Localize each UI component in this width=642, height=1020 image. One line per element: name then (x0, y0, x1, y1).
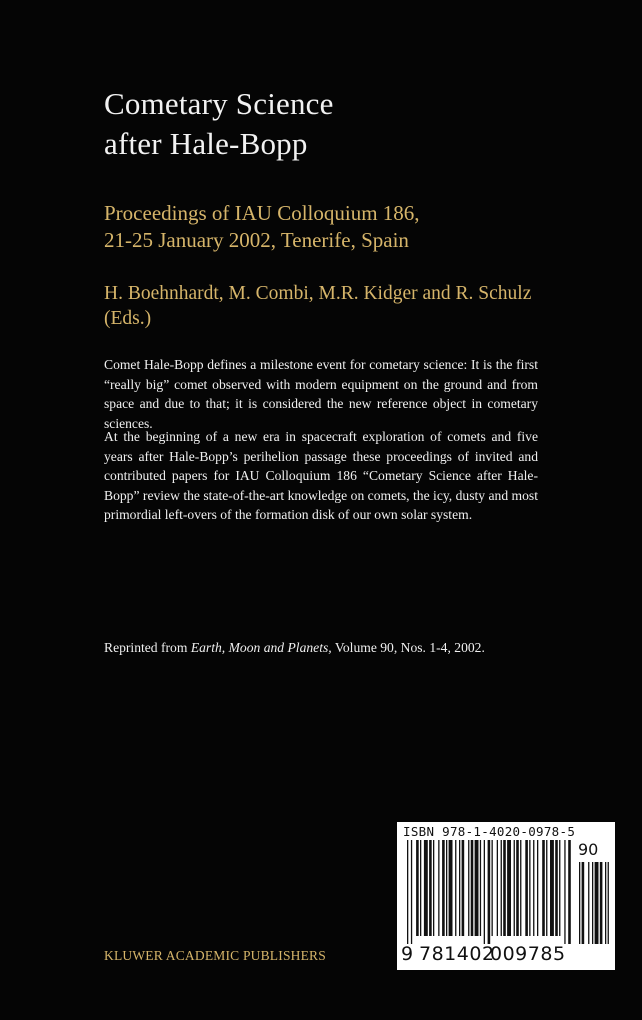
barcode-addon-bar (600, 862, 603, 944)
book-title-line-2: after Hale-Bopp (104, 126, 308, 161)
barcode-bar (424, 840, 428, 936)
barcode-bar (525, 840, 528, 936)
barcode-bar (514, 840, 515, 936)
barcode-bar (475, 840, 479, 936)
barcode-addon-bar (605, 862, 606, 944)
barcode-bar (420, 840, 421, 936)
barcode-bar (433, 840, 434, 936)
barcode-bar (516, 840, 519, 936)
barcode-bar (546, 840, 547, 936)
barcode-addon-bar (608, 862, 609, 944)
barcode-bar (533, 840, 534, 936)
barcode-bar (462, 840, 465, 936)
editors-names: H. Boehnhardt, M. Combi, M.R. Kidger and R. Schulz (104, 283, 532, 304)
book-title-line-1: Cometary Science (104, 86, 334, 121)
barcode-bar (429, 840, 432, 936)
barcode-bar (559, 840, 560, 936)
barcode-bar (555, 840, 558, 936)
barcode-bar (407, 840, 408, 944)
book-title (104, 84, 334, 164)
barcode-addon-bar (592, 862, 593, 944)
reprint-journal: Earth, Moon and Planets, (190, 640, 332, 655)
barcode-bar (492, 840, 493, 936)
barcode-bar (480, 840, 481, 936)
barcode-bar (564, 840, 565, 944)
barcode-bar (438, 840, 439, 936)
barcode-bar (459, 840, 460, 936)
reprint-note (104, 638, 485, 657)
editors-label: (Eds.) (104, 308, 152, 329)
barcode-bar (501, 840, 502, 936)
isbn-barcode (397, 822, 615, 970)
barcode-addon-bar (579, 862, 580, 944)
subtitle-line-1: Proceedings of IAU Colloquium 186, (104, 201, 420, 225)
barcode-bar (520, 840, 521, 936)
barcode-bar (411, 840, 412, 944)
barcode-bar (507, 840, 511, 936)
barcode-bar (550, 840, 554, 936)
barcode-bar (542, 840, 545, 936)
barcode-bar (484, 840, 485, 944)
barcode-first-digit: 9 (401, 943, 414, 965)
barcode-addon-bar (582, 862, 585, 944)
editors (104, 281, 531, 331)
reprint-prefix: Reprinted from (104, 640, 191, 655)
barcode-bar (468, 840, 469, 936)
reprint-suffix: Volume 90, Nos. 1-4, 2002. (331, 640, 485, 655)
barcode-left-digits: 781402 (419, 943, 495, 965)
barcode-bar (497, 840, 498, 936)
barcode-addon-bar (588, 862, 589, 944)
barcode-bar (455, 840, 456, 936)
isbn-text: ISBN 978-1-4020-0978-5 (403, 824, 576, 839)
barcode-bar (503, 840, 506, 936)
barcode-bar (537, 840, 538, 936)
barcode-bar (446, 840, 447, 936)
subtitle-line-2: 21-25 January 2002, Tenerife, Spain (104, 228, 409, 252)
publisher-name: KLUWER ACADEMIC PUBLISHERS (104, 948, 326, 963)
barcode-bar (568, 840, 571, 944)
proceedings-subtitle (104, 200, 420, 254)
description-paragraph-2: At the beginning of a new era in spacecraft exploration of comets and five years after Hale-Bopp’s perihelion passage these proceedings of invited and contributed papers for IAU Colloquium 186 “Cometary Science after Hale-Bopp” review the state-of-the-art knowledge on comets, the icy, dusty and most primordial left-overs of the formation disk of our own solar system. (104, 429, 538, 523)
barcode-bar (442, 840, 445, 936)
barcode-bar (416, 840, 419, 936)
barcode-bar (449, 840, 453, 936)
barcode-bars (401, 840, 613, 944)
description-paragraph-1: Comet Hale-Bopp defines a milestone event for cometary science: It is the first “really big” comet observed with modern equipment on the ground and from space and due to that; it is considered the new reference object in cometary sciences. (104, 357, 538, 431)
barcode-right-digits: 009785 (490, 943, 566, 965)
barcode-addon-digits: 90 (578, 840, 599, 859)
barcode-bar (529, 840, 530, 936)
barcode-bar (471, 840, 474, 936)
barcode-addon-bar (595, 862, 599, 944)
barcode-bar (488, 840, 491, 944)
